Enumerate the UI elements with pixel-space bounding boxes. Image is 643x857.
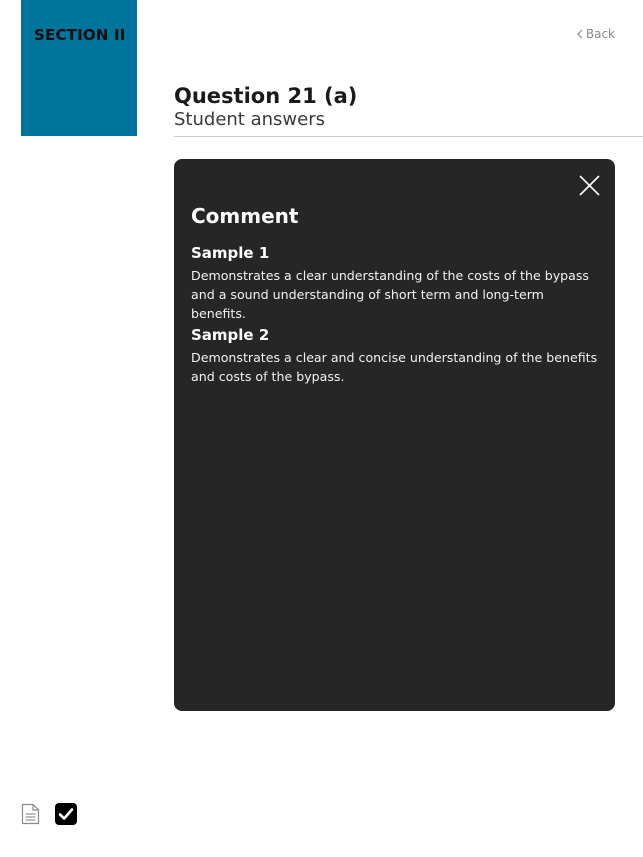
comment-heading: Comment: [191, 204, 299, 228]
sample-block: [191, 244, 601, 323]
close-icon: [579, 175, 600, 196]
sample-body: Demonstrates a clear and concise understanding of the benefits and costs of the bypass.: [191, 350, 598, 384]
section-tab: [21, 0, 137, 136]
document-icon[interactable]: [21, 803, 40, 825]
back-button[interactable]: [577, 27, 615, 41]
checkbox-checked-icon[interactable]: [55, 803, 77, 825]
footer-toolbar: [21, 803, 77, 825]
section-label: SECTION II: [34, 26, 126, 44]
sample-title: Sample 1: [191, 244, 270, 262]
sample-block: [191, 326, 601, 386]
close-button[interactable]: [579, 175, 600, 196]
chevron-left-icon: [577, 29, 583, 39]
page-subtitle: Student answers: [174, 109, 325, 130]
header-divider: [174, 136, 643, 137]
sample-body: Demonstrates a clear understanding of the costs of the bypass and a sound understanding of short term and long-term benefits.: [191, 268, 589, 321]
back-label: Back: [585, 27, 615, 41]
comment-panel: [174, 159, 615, 711]
page-title: Question 21 (a): [174, 84, 358, 108]
sample-title: Sample 2: [191, 326, 270, 344]
